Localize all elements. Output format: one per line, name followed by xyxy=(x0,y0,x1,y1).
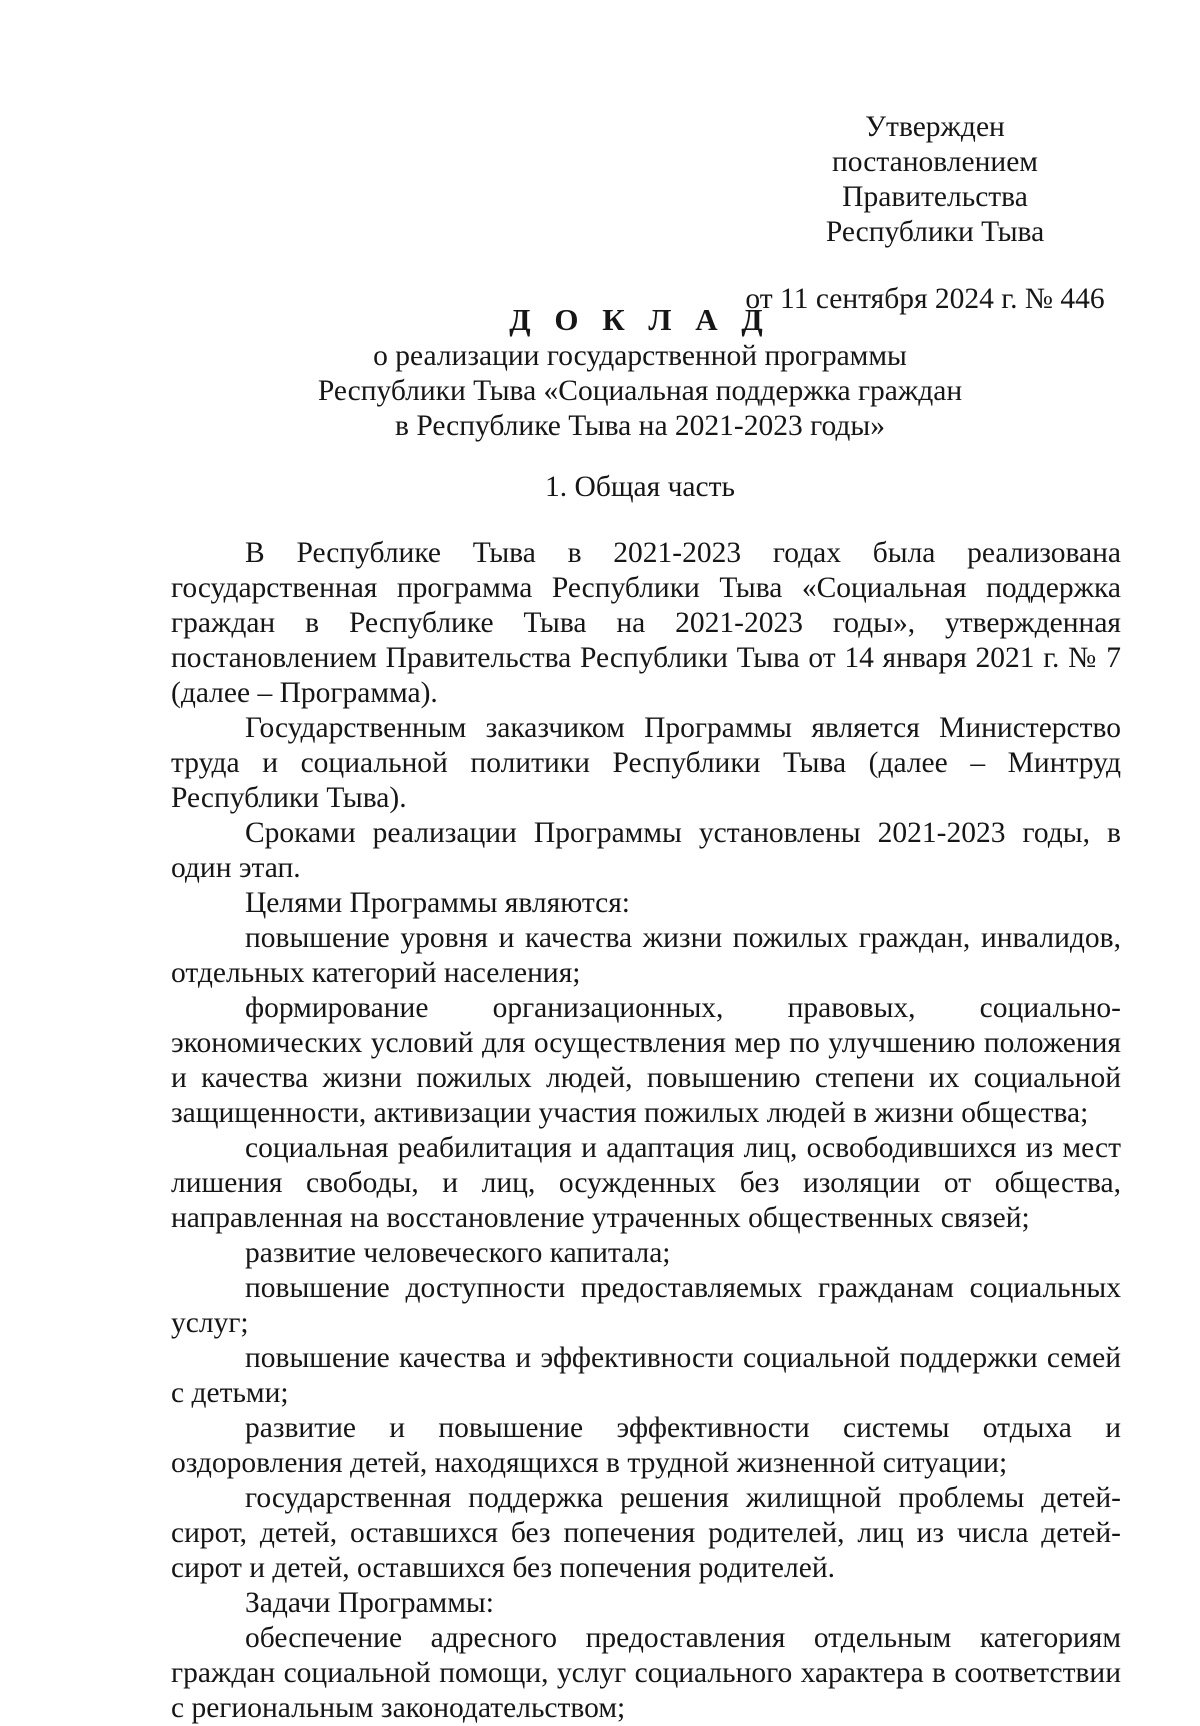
document-subtitle-line-1: о реализации государственной программы xyxy=(373,340,907,372)
document-title xyxy=(160,302,1120,444)
approval-line-decree: постановлением Правительства xyxy=(832,146,1038,213)
paragraph: повышение качества и эффективности социальной поддержки семей с детьми; xyxy=(171,1342,1121,1409)
approval-stamp xyxy=(745,110,1125,317)
paragraph: В Республике Тыва в 2021-2023 годах была реализована государственная программа Республики Тыва «Социальная поддержка граждан в Республике Тыва на 2021-2023 годы», утвержденная постановлением Правительства Республики Тыва от 14 января 2021 г. № 7 (далее – Программа). xyxy=(171,537,1121,709)
paragraph: повышение уровня и качества жизни пожилых граждан, инвалидов, отдельных категорий населения; xyxy=(171,922,1121,989)
paragraph: повышение доступности предоставляемых гражданам социальных услуг; xyxy=(171,1272,1121,1339)
paragraph: социальная реабилитация и адаптация лиц, освободившихся из мест лишения свободы, и лиц, осужденных без изоляции от общества, направленная на восстановление утраченных общественных связей; xyxy=(171,1132,1121,1234)
paragraph: государственная поддержка решения жилищной проблемы детей-сирот, детей, оставшихся без попечения родителей, лиц из числа детей-сирот и детей, оставшихся без попечения родителей. xyxy=(171,1482,1121,1584)
section-heading: 1. Общая часть xyxy=(545,471,735,503)
paragraph: Целями Программы являются: xyxy=(245,887,630,919)
paragraph: развитие и повышение эффективности системы отдыха и оздоровления детей, находящихся в трудной жизненной ситуации; xyxy=(171,1412,1121,1479)
approval-line-republic: Республики Тыва xyxy=(825,216,1045,248)
approval-date: от 11 сентября 2024 г. № 446 xyxy=(745,283,1105,315)
paragraph: Сроками реализации Программы установлены 2021-2023 годы, в один этап. xyxy=(171,817,1121,884)
paragraph: обеспечение адресного предоставления отдельным категориям граждан социальной помощи, услуг социального характера в соответствии с региональным законодательством; xyxy=(171,1622,1121,1724)
document-heading: Д О К Л А Д xyxy=(509,302,771,337)
document-body xyxy=(171,536,1121,1726)
document-subtitle-line-2: Республики Тыва «Социальная поддержка граждан xyxy=(317,375,963,407)
paragraph: развитие человеческого капитала; xyxy=(245,1237,671,1269)
approval-line-approved: Утвержден xyxy=(865,111,1005,143)
paragraph: Задачи Программы: xyxy=(245,1587,494,1619)
paragraph: Государственным заказчиком Программы является Министерство труда и социальной политики Республики Тыва (далее – Минтруд Республики Тыва). xyxy=(171,712,1121,814)
document-subtitle-line-3: в Республике Тыва на 2021-2023 годы» xyxy=(395,410,885,442)
paragraph: формирование организационных, правовых, социально-экономических условий для осуществления мер по улучшению положения и качества жизни пожилых людей, повышению степени их социальной защищенности, активизации участия пожилых людей в жизни общества; xyxy=(171,992,1121,1129)
